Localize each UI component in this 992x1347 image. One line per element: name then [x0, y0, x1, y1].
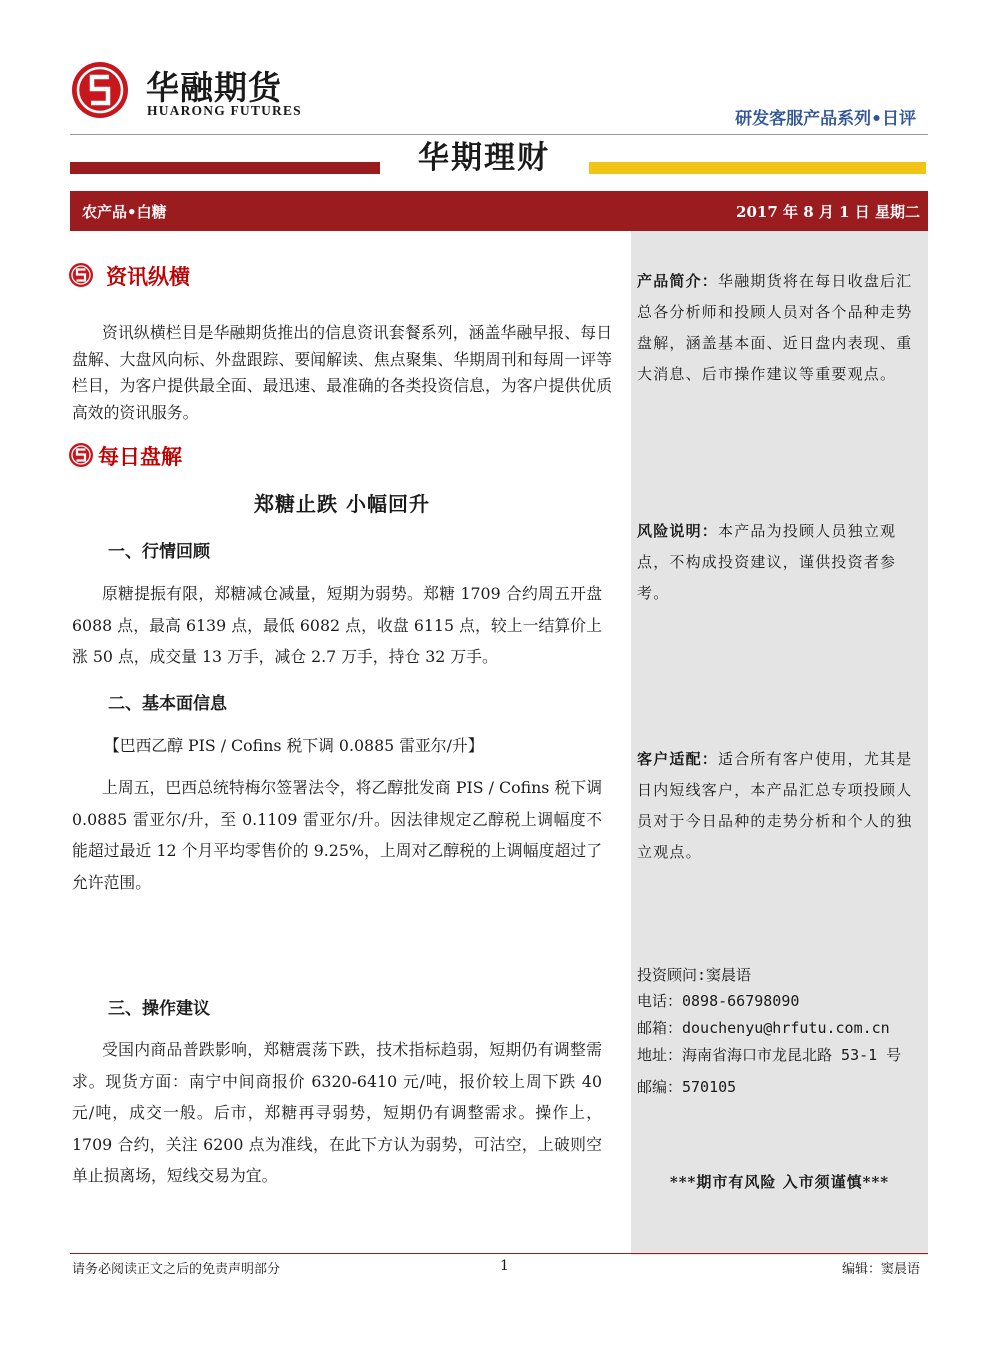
client-fit: [637, 744, 925, 868]
advice-body: 受国内商品普跌影响，郑糖震荡下跌，技术指标趋弱，短期仍有调整需求。现货方面：南宁中间商报价 6320-6410 元/吨，报价较上周下跌 40 元/吨，成交一般。后市，郑糖再寻弱势，短期仍有调整需求。操作上，1709 合约，关注 6200 点为准线，在此下方认为弱势，可沽空，上破则空单止损离场，短线交易为宜。: [72, 1040, 602, 1185]
client-fit-text: 适合所有客户使用，尤其是日内短线客户，本产品汇总专项投顾人员对于今日品种的走势分析和个人的独立观点。: [637, 750, 913, 861]
product-intro: [637, 266, 925, 390]
review-heading: 一、行情回顾: [108, 542, 210, 562]
product-series-label: 研发客服产品系列•日评: [735, 109, 916, 129]
huarong-logo-icon: [70, 60, 130, 120]
daily-section-title: 每日盘解: [98, 444, 182, 469]
news-section-body: 资讯纵横栏目是华融期货推出的信息资讯套餐系列，涵盖华融早报、每日盘解、大盘风向标、外盘跟踪、要闻解读、焦点聚集、华期周刊和每周一评等栏目，为客户提供最全面、最迅速、最准确的各类投资信息，为客户提供优质高效的资讯服务。: [72, 323, 612, 422]
contact-address: 地址：海南省海口市龙昆北路 53-1 号: [637, 1046, 902, 1064]
daily-section-icon: [68, 442, 94, 468]
logo-chinese-name: 华融期货: [146, 68, 282, 107]
report-headline: 郑糖止跌 小幅回升: [254, 492, 430, 516]
client-fit-label: 客户适配：: [637, 750, 719, 768]
logo-english-name: HUARONG FUTURES: [147, 103, 302, 118]
news-section-title: 资讯纵横: [106, 264, 190, 289]
footer-disclaimer: 请务必阅读正文之后的免责声明部分: [72, 1262, 281, 1277]
contact-email[interactable]: 邮箱：douchenyu@hrfutu.com.cn: [637, 1019, 890, 1037]
masthead-title: 华期理财: [418, 140, 550, 176]
fundamental-heading: 二、基本面信息: [108, 694, 227, 714]
footer-editor: 编辑：窦晨语: [841, 1262, 920, 1277]
advice-heading: 三、操作建议: [108, 999, 210, 1019]
contact-zip: 邮编：570105: [637, 1078, 737, 1096]
masthead-red-bar: [70, 162, 380, 174]
contact-phone: 电话：0898-66798090: [637, 992, 800, 1010]
review-body: 原糖提振有限，郑糖减仓减量，短期为弱势。郑糖 1709 合约周五开盘 6088 点，最高 6139 点，最低 6082 点，收盘 6115 点，较上一结算价上涨 50 点，成交量 13 万手，减仓 2.7 万手，持仓 32 万手。: [72, 584, 602, 666]
page-number: 1: [500, 1258, 509, 1274]
contact-advisor: 投资顾问:窦晨语: [637, 966, 752, 984]
risk-statement-label: 风险说明：: [637, 522, 719, 540]
fundamental-body: 上周五，巴西总统特梅尔签署法令，将乙醇批发商 PIS / Cofins 税下调 0.0885 雷亚尔/升，至 0.1109 雷亚尔/升。因法律规定乙醇税上调幅度不能超过最近 12 个月平均零售价的 9.25%，上周对乙醇税的上调幅度超过了允许范围。: [72, 778, 602, 892]
masthead-gold-bar: [589, 162, 926, 174]
category-label: 农产品•白糖: [82, 203, 167, 221]
footer-rule: [70, 1253, 928, 1254]
product-intro-label: 产品简介：: [637, 272, 719, 290]
risk-statement-text: 本产品为投顾人员独立观点，不构成投资建议，谨供投资者参考。: [637, 522, 897, 602]
risk-slogan: ***期市有风险 入市须谨慎***: [669, 1173, 890, 1191]
news-section-icon: [68, 262, 94, 288]
product-intro-text: 华融期货将在每日收盘后汇总各分析师和投顾人员对各个品种走势盘解，涵盖基本面、近日盘内表现、重大消息、后市操作建议等重要观点。: [637, 272, 913, 383]
risk-statement: [637, 516, 925, 609]
report-date: 2017 年 8 月 1 日 星期二: [736, 203, 920, 221]
fundamental-tag: 【巴西乙醇 PIS / Cofins 税下调 0.0885 雷亚尔/升】: [104, 736, 484, 755]
